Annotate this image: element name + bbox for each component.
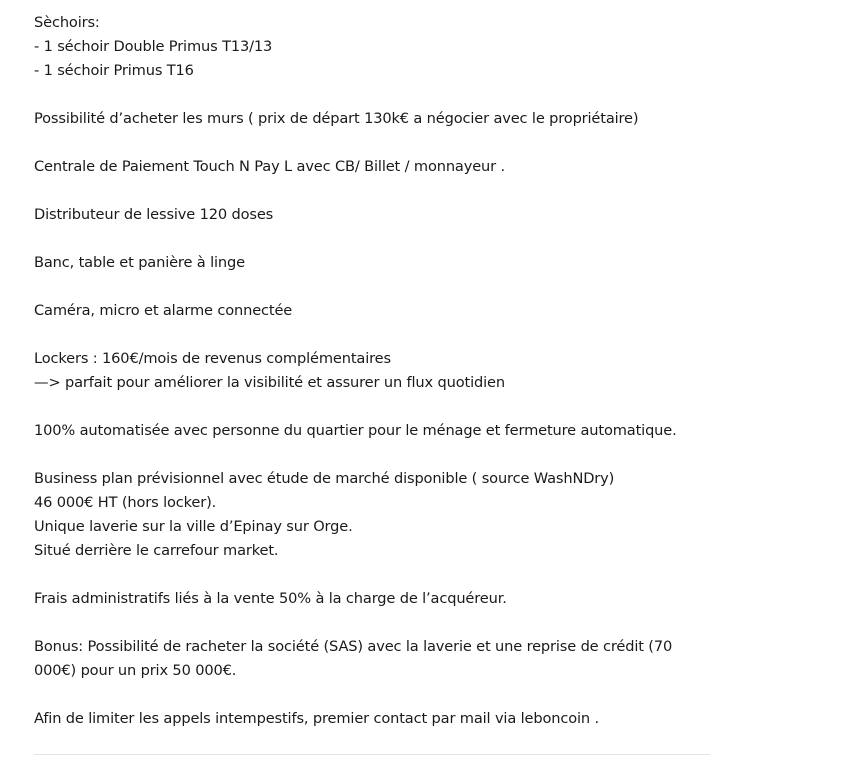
description-line: Business plan prévisionnel avec étude de marché disponible ( source WashNDry) <box>34 470 615 487</box>
paragraph-spacer <box>34 323 710 347</box>
description-line: Bonus: Possibilité de racheter la société (SAS) avec la laverie et une reprise de crédit (70 <box>34 638 673 655</box>
description-line: Distributeur de lessive 120 doses <box>34 206 274 223</box>
description-line: 000€) pour un prix 50 000€. <box>34 662 237 679</box>
paragraph-spacer <box>34 443 710 467</box>
paragraph-spacer <box>34 131 710 155</box>
paragraph-business-plan <box>34 467 710 563</box>
description-line: Unique laverie sur la ville d’Epinay sur Orge. <box>34 518 353 535</box>
description-line: Lockers : 160€/mois de revenus complémentaires <box>34 350 391 367</box>
description-line: 100% automatisée avec personne du quartier pour le ménage et fermeture automatique. <box>34 422 677 439</box>
paragraph-dryers <box>34 11 710 83</box>
description-line: Banc, table et panière à linge <box>34 254 245 271</box>
description-line: Centrale de Paiement Touch N Pay L avec CB/ Billet / monnayeur . <box>34 158 505 175</box>
paragraph-spacer <box>34 275 710 299</box>
paragraph-spacer <box>34 395 710 419</box>
description-line: Sèchoirs: <box>34 14 100 31</box>
ad-description <box>34 11 710 731</box>
description-line: Caméra, micro et alarme connectée <box>34 302 293 319</box>
paragraph-contact <box>34 707 710 731</box>
paragraph-spacer <box>34 611 710 635</box>
paragraph-fees <box>34 587 710 611</box>
paragraph-spacer <box>34 83 710 107</box>
section-divider <box>34 754 710 755</box>
paragraph-furniture <box>34 251 710 275</box>
paragraph-bonus <box>34 635 710 683</box>
paragraph-spacer <box>34 563 710 587</box>
paragraph-payment <box>34 155 710 179</box>
description-line: - 1 séchoir Double Primus T13/13 <box>34 38 273 55</box>
paragraph-walls <box>34 107 710 131</box>
description-line: Afin de limiter les appels intempestifs, premier contact par mail via leboncoin . <box>34 710 599 727</box>
paragraph-security <box>34 299 710 323</box>
paragraph-spacer <box>34 179 710 203</box>
description-line: - 1 séchoir Primus T16 <box>34 62 194 79</box>
paragraph-spacer <box>34 227 710 251</box>
description-line: Situé derrière le carrefour market. <box>34 542 279 559</box>
description-line: Possibilité d’acheter les murs ( prix de départ 130k€ a négocier avec le propriétaire) <box>34 110 639 127</box>
description-line: 46 000€ HT (hors locker). <box>34 494 217 511</box>
paragraph-detergent <box>34 203 710 227</box>
description-line: Frais administratifs liés à la vente 50% à la charge de l’acquéreur. <box>34 590 507 607</box>
paragraph-spacer <box>34 683 710 707</box>
description-line: —> parfait pour améliorer la visibilité et assurer un flux quotidien <box>34 374 505 391</box>
paragraph-lockers <box>34 347 710 395</box>
paragraph-automation <box>34 419 710 443</box>
